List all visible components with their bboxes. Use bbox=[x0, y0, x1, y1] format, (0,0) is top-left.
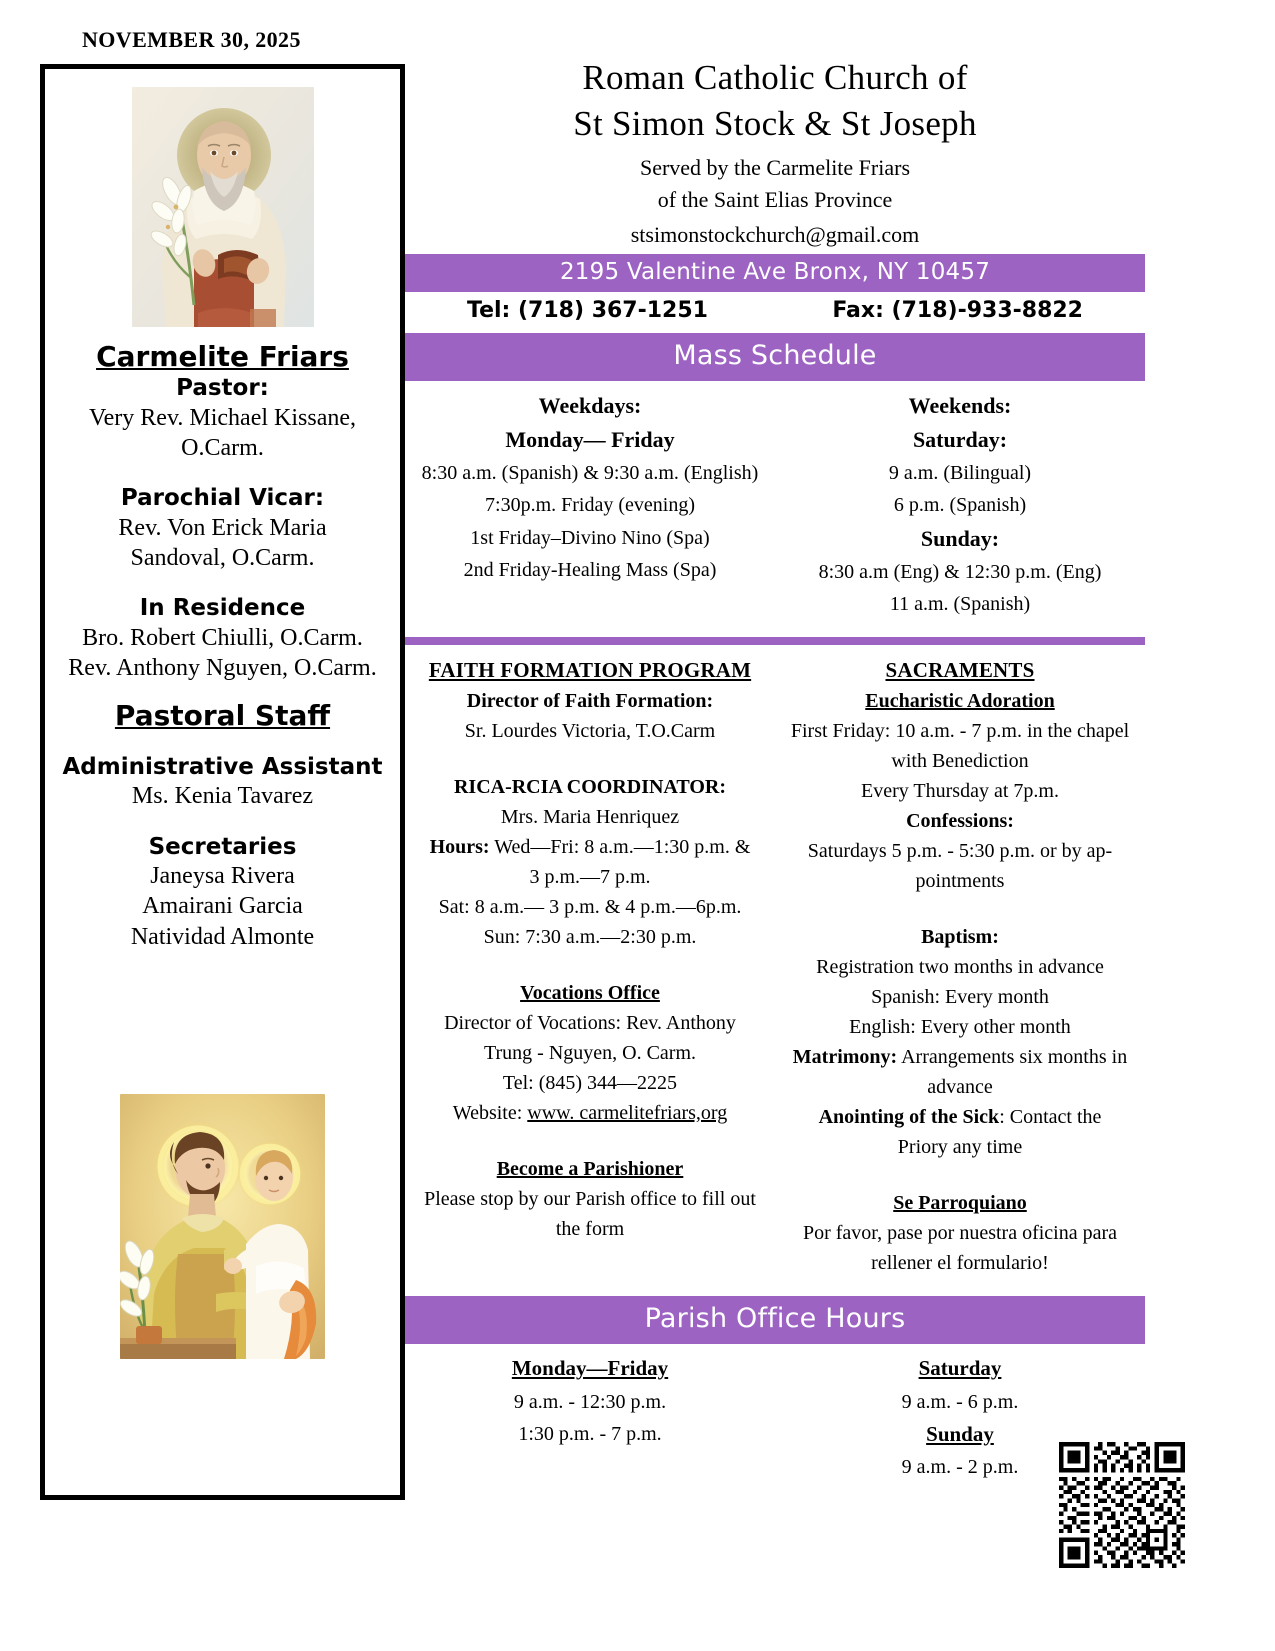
faith-formation-title: FAITH FORMATION PROGRAM bbox=[428, 657, 752, 682]
sidebar-pastor-name-line2: O.Carm. bbox=[181, 435, 264, 462]
sunday-mass-line: 8:30 a.m (Eng) & 12:30 p.m. (Eng) bbox=[818, 560, 1102, 583]
mass-schedule-band: Mass Schedule bbox=[405, 333, 1145, 381]
sunday-label: Sunday: bbox=[920, 525, 1000, 551]
weekday-mass-line: 8:30 a.m. (Spanish) & 9:30 a.m. (English) bbox=[421, 461, 759, 484]
church-title-line1: Roman Catholic Church of bbox=[582, 58, 968, 97]
rcia-hours-line4: Sun: 7:30 a.m.—2:30 p.m. bbox=[483, 926, 697, 949]
faith-formation-column bbox=[405, 655, 775, 1279]
office-hours-weekday-column bbox=[405, 1352, 775, 1483]
parish-office-hours-band: Parish Office Hours bbox=[405, 1296, 1145, 1344]
vocations-director-line1: Director of Vocations: Rev. Anthony bbox=[444, 1012, 736, 1035]
main-content bbox=[405, 55, 1145, 1483]
parish-qr-code[interactable] bbox=[1059, 1442, 1185, 1568]
mass-weekdays-column bbox=[405, 389, 775, 621]
sidebar-vicar-name-line2: Sandoval, O.Carm. bbox=[130, 545, 315, 572]
confessions-line2: pointments bbox=[915, 870, 1005, 893]
anointing-label: Anointing of the Sick bbox=[818, 1106, 1000, 1129]
adoration-line3: Every Thursday at 7p.m. bbox=[861, 780, 1059, 803]
weekday-mass-line: 7:30p.m. Friday (evening) bbox=[485, 494, 695, 517]
saturday-label: Saturday: bbox=[912, 426, 1008, 452]
served-by-line1: Served by the Carmelite Friars bbox=[639, 155, 911, 180]
sidebar-admin-label: Administrative Assistant bbox=[62, 753, 383, 780]
sidebar-secretary-2: Amairani Garcia bbox=[142, 893, 303, 920]
weekends-heading: Weekends: bbox=[908, 392, 1012, 418]
sacraments-column bbox=[775, 655, 1145, 1279]
vocations-website-link[interactable]: www. carmelitefriars,org bbox=[527, 1102, 728, 1125]
become-parishioner-line1: Please stop by our Parish office to fill out bbox=[424, 1188, 756, 1211]
parish-telephone[interactable]: Tel: (718) 367-1251 bbox=[467, 297, 708, 323]
office-hours-saturday-label: Saturday bbox=[918, 1356, 1002, 1381]
saturday-mass-line: 6 p.m. (Spanish) bbox=[893, 494, 1027, 517]
parish-address-band: 2195 Valentine Ave Bronx, NY 10457 bbox=[405, 254, 1145, 292]
saint-joseph-image bbox=[120, 1094, 325, 1359]
rcia-hours-text: Wed—Fri: 8 a.m.—1:30 p.m. & bbox=[489, 836, 751, 859]
rcia-hours-line2: 3 p.m.—7 p.m. bbox=[529, 866, 651, 889]
office-hours-sunday-line1: 9 a.m. - 2 p.m. bbox=[901, 1456, 1019, 1479]
faith-formation-director-label: Director of Faith Formation: bbox=[466, 690, 714, 713]
confessions-label: Confessions: bbox=[906, 810, 1014, 833]
matrimony-text: Arrangements six months in bbox=[897, 1046, 1128, 1069]
rcia-hours-line1 bbox=[411, 832, 769, 862]
rcia-hours-label: Hours: bbox=[429, 836, 490, 859]
se-parroquiano-line1: Por favor, pase por nuestra oficina para bbox=[802, 1222, 1118, 1245]
office-hours-sunday-label: Sunday bbox=[926, 1421, 994, 1446]
served-by-line2: of the Saint Elias Province bbox=[657, 186, 893, 212]
parish-fax: Fax: (718)-933-8822 bbox=[832, 297, 1083, 323]
parish-email[interactable]: stsimonstockchurch@gmail.com bbox=[630, 221, 920, 247]
se-parroquiano-line2: rellener el formulario! bbox=[871, 1252, 1049, 1275]
saint-simon-stock-image bbox=[132, 87, 314, 327]
sidebar-pastor-label: Pastor: bbox=[176, 375, 269, 402]
section-divider bbox=[405, 637, 1145, 645]
rcia-hours-line3: Sat: 8 a.m.— 3 p.m. & 4 p.m.—6p.m. bbox=[438, 896, 742, 919]
vocations-website-row bbox=[411, 1098, 769, 1128]
anointing-text: : Contact the bbox=[999, 1106, 1102, 1129]
confessions-line1: Saturdays 5 p.m. - 5:30 p.m. or by ap- bbox=[807, 840, 1113, 863]
church-title-line2: St Simon Stock & St Joseph bbox=[573, 103, 977, 143]
sidebar-residence-1: Bro. Robert Chiulli, O.Carm. bbox=[82, 625, 363, 652]
weekday-mass-line: 1st Friday–Divino Nino (Spa) bbox=[470, 526, 710, 549]
sunday-mass-line: 11 a.m. (Spanish) bbox=[889, 593, 1031, 616]
weekdays-heading: Weekdays: bbox=[538, 392, 642, 418]
sacraments-title: SACRAMENTS bbox=[885, 657, 1035, 682]
baptism-line2: Spanish: Every month bbox=[871, 986, 1049, 1009]
se-parroquiano-title: Se Parroquiano bbox=[893, 1192, 1027, 1215]
matrimony-line1 bbox=[781, 1042, 1139, 1072]
vocations-office-title: Vocations Office bbox=[520, 982, 660, 1005]
weekday-mass-line: 2nd Friday-Healing Mass (Spa) bbox=[463, 559, 717, 582]
sidebar-secretary-3: Natividad Almonte bbox=[130, 923, 315, 950]
become-parishioner-title: Become a Parishioner bbox=[496, 1158, 684, 1181]
eucharistic-adoration-label: Eucharistic Adoration bbox=[865, 690, 1055, 713]
sidebar-admin-name: Ms. Kenia Tavarez bbox=[131, 783, 314, 810]
adoration-line1: First Friday: 10 a.m. - 7 p.m. in the chapel bbox=[790, 720, 1130, 743]
sidebar-secretary-1: Janeysa Rivera bbox=[150, 863, 295, 890]
rcia-coordinator-name: Mrs. Maria Henriquez bbox=[500, 806, 680, 829]
matrimony-line2: advance bbox=[927, 1076, 993, 1099]
adoration-line2: with Benediction bbox=[891, 750, 1029, 773]
sidebar-friars-heading: Carmelite Friars bbox=[96, 340, 349, 373]
baptism-line1: Registration two months in advance bbox=[816, 956, 1104, 979]
baptism-label: Baptism: bbox=[921, 926, 999, 949]
office-hours-weekday-label: Monday—Friday bbox=[511, 1356, 669, 1381]
rcia-coordinator-label: RICA-RCIA COORDINATOR: bbox=[453, 776, 727, 799]
bulletin-date: NOVEMBER 30, 2025 bbox=[82, 27, 301, 52]
sidebar-in-residence-label: In Residence bbox=[139, 595, 306, 622]
sidebar-secretaries-label: Secretaries bbox=[148, 833, 297, 860]
sidebar-residence-2: Rev. Anthony Nguyen, O.Carm. bbox=[68, 655, 377, 682]
sidebar-panel bbox=[40, 64, 405, 1500]
sidebar-vicar-label: Parochial Vicar: bbox=[120, 485, 325, 512]
website-label: Website: bbox=[452, 1102, 528, 1125]
vocations-director-line2: Trung - Nguyen, O. Carm. bbox=[483, 1042, 697, 1065]
mass-weekends-column bbox=[775, 389, 1145, 621]
anointing-line2: Priory any time bbox=[897, 1136, 1023, 1159]
anointing-line1 bbox=[781, 1102, 1139, 1132]
weekdays-subheading: Monday— Friday bbox=[505, 426, 675, 452]
office-hours-weekday-line1: 9 a.m. - 12:30 p.m. bbox=[513, 1390, 667, 1413]
baptism-line3: English: Every other month bbox=[849, 1016, 1071, 1039]
saturday-mass-line: 9 a.m. (Bilingual) bbox=[888, 461, 1032, 484]
office-hours-saturday-line1: 9 a.m. - 6 p.m. bbox=[901, 1390, 1019, 1413]
become-parishioner-line2: the form bbox=[555, 1218, 625, 1241]
office-hours-weekday-line2: 1:30 p.m. - 7 p.m. bbox=[518, 1422, 662, 1445]
matrimony-label: Matrimony: bbox=[792, 1046, 898, 1069]
sidebar-pastor-name-line1: Very Rev. Michael Kissane, bbox=[88, 404, 357, 431]
sidebar-vicar-name-line1: Rev. Von Erick Maria bbox=[118, 514, 327, 541]
faith-formation-director-name: Sr. Lourdes Victoria, T.O.Carm bbox=[464, 720, 716, 743]
sidebar-pastoral-staff-heading: Pastoral Staff bbox=[114, 698, 331, 732]
vocations-telephone[interactable]: Tel: (845) 344—2225 bbox=[502, 1072, 678, 1095]
